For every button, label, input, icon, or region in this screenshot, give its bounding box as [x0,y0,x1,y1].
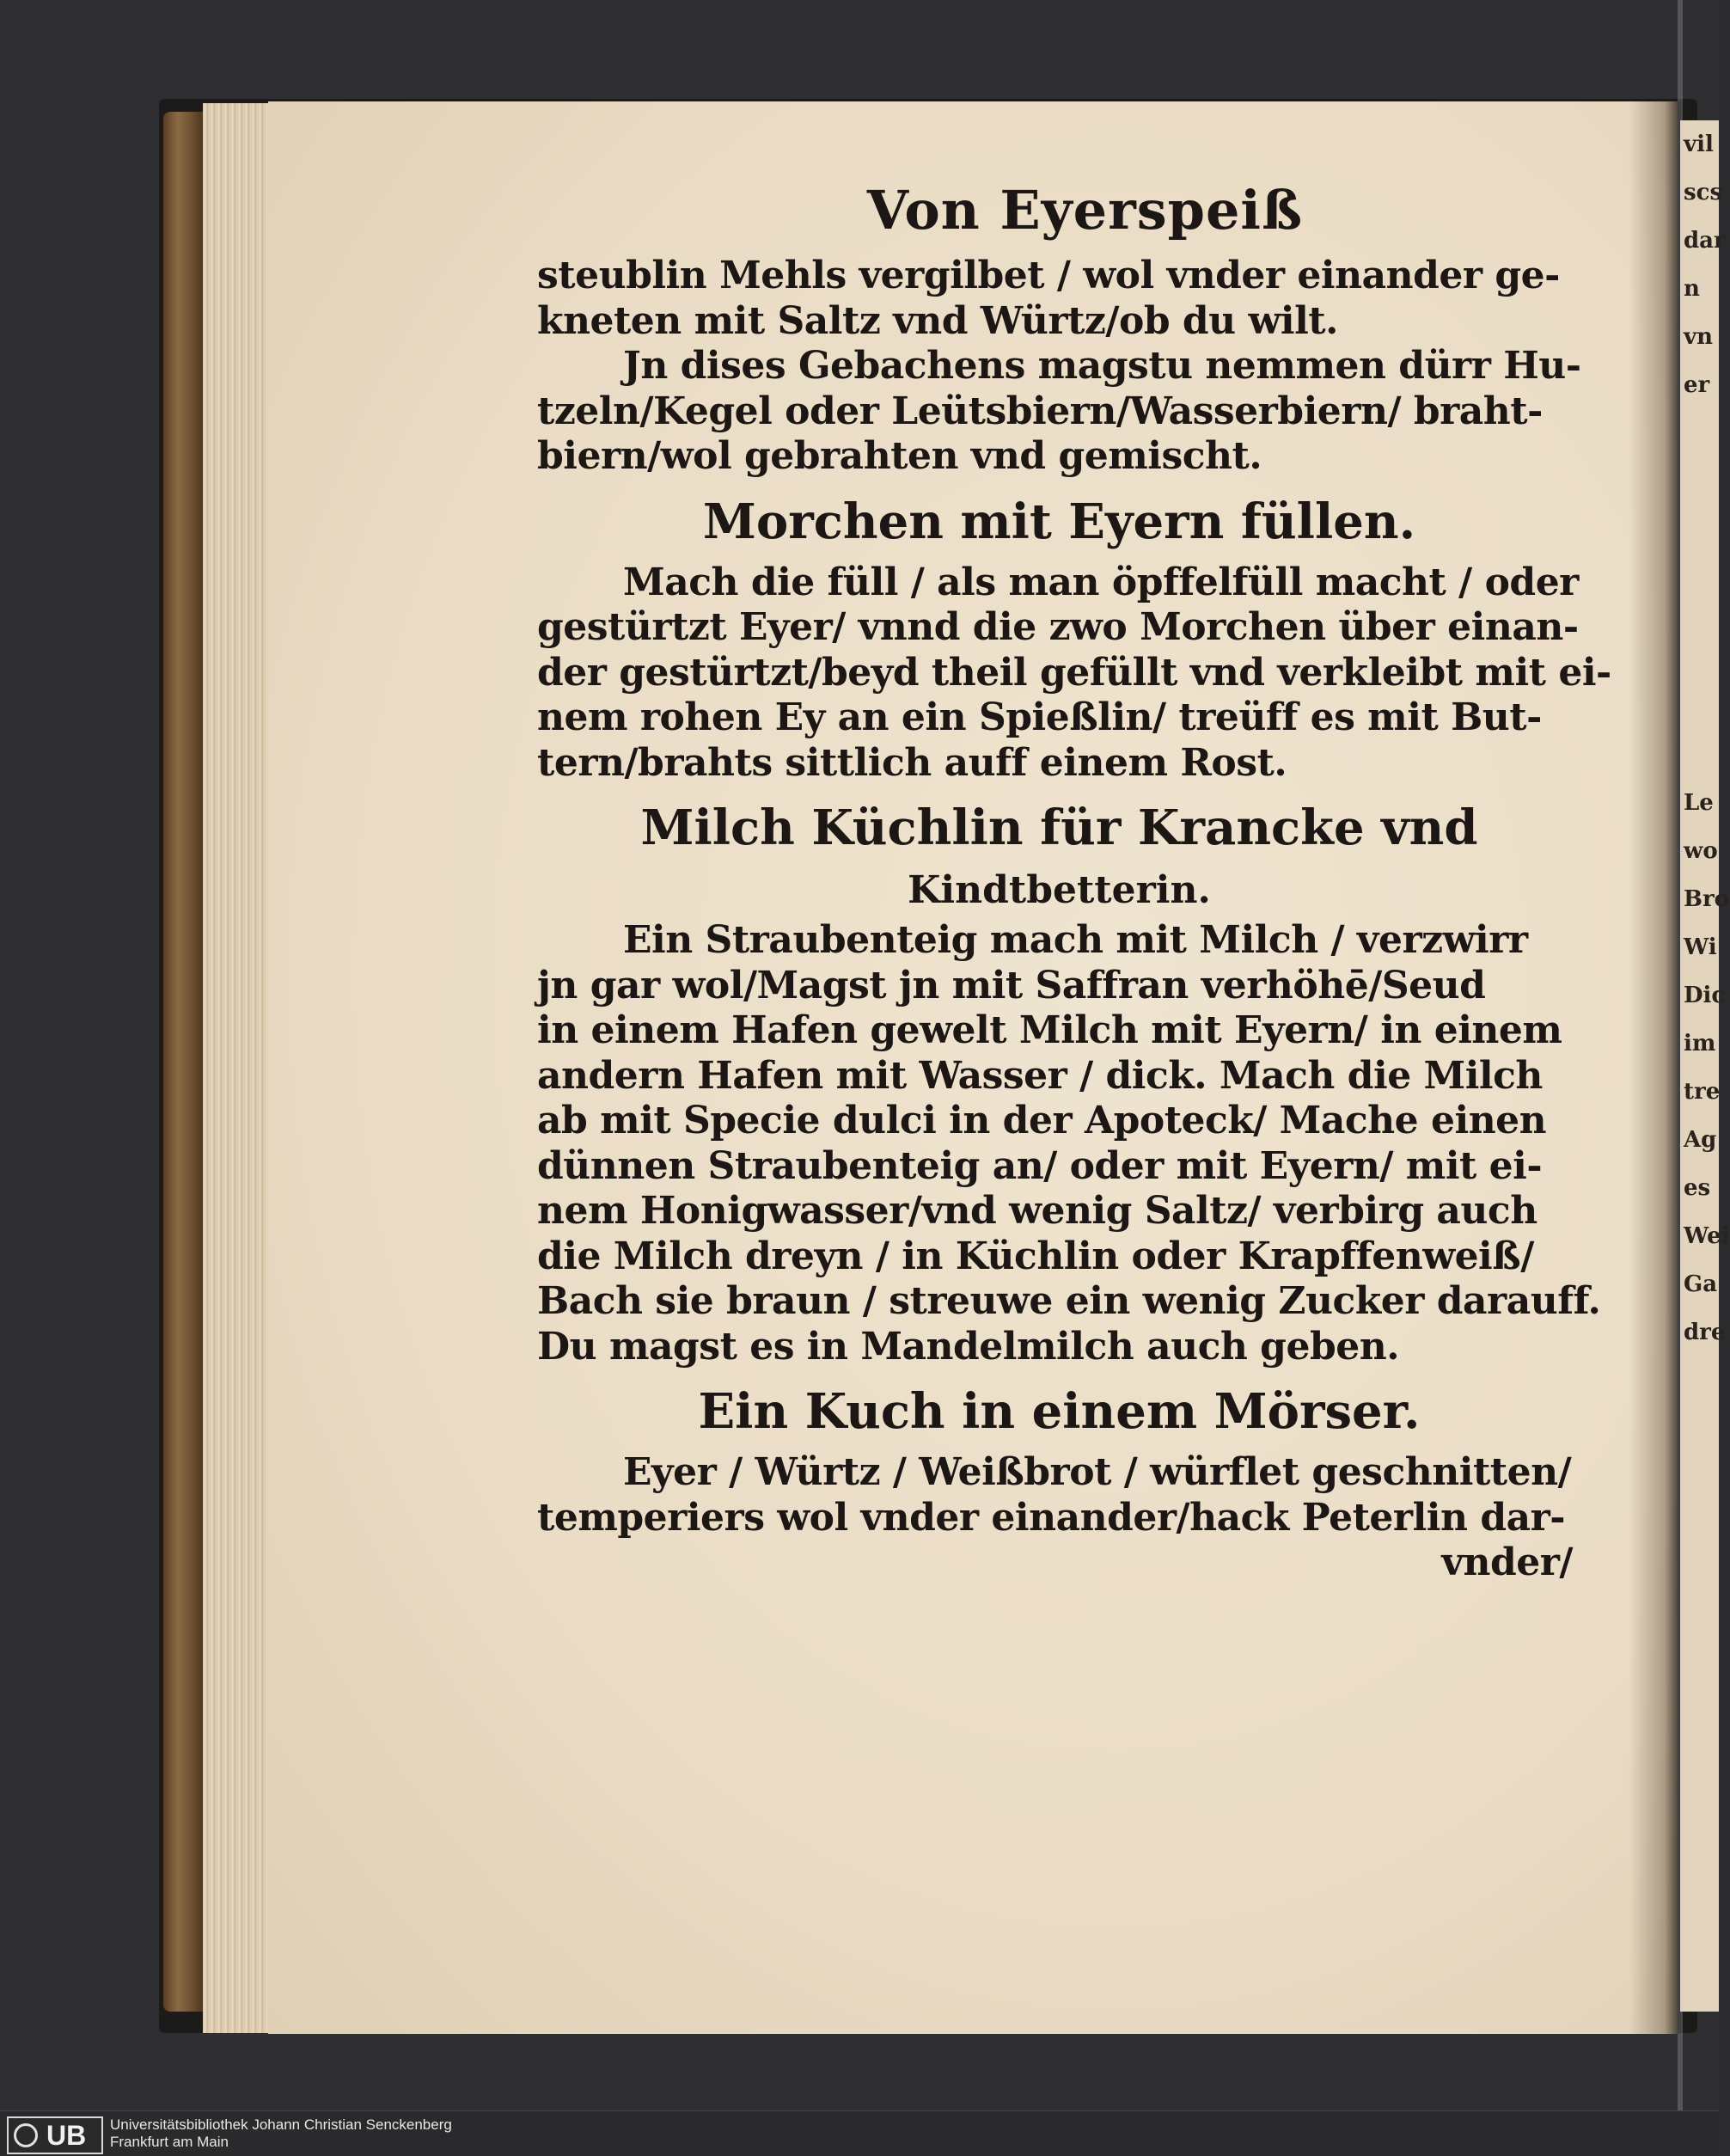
institution-credit [110,2116,452,2151]
text-line: nem rohen Ey an ein Spießlin/ treüff es mit But- [537,695,1542,739]
footer-bar [0,2110,1719,2156]
text-line: Jn dises Gebachens magstu nemmen dürr Hu- [623,344,1581,388]
text-line: steublin Mehls vergilbet / wol vnder einander ge- [537,254,1560,297]
fragment-text: Ga [1684,1271,1718,1297]
text-line: kneten mit Saltz vnd Würtz/ob du wilt. [537,298,1338,343]
text-line: Bach sie braun / streuwe ein wenig Zucker darauff. [537,1279,1601,1323]
text-line: Du magst es in Mandelmilch auch geben. [537,1324,1400,1369]
text-line: tzeln/Kegel oder Leütsbiern/Wasserbiern/ braht- [537,389,1543,433]
text-line: Ein Straubenteig mach mit Milch / verzwirr [623,918,1528,962]
fragment-text: vn [1684,324,1714,350]
fragment-text: Wei [1684,1223,1730,1249]
fragment-text: dar [1684,228,1726,254]
text-line: in einem Hafen gewelt Milch mit Eyern/ in einem [537,1008,1562,1052]
fragment-text: es [1684,1175,1711,1201]
fragment-text: Le [1684,790,1714,816]
fragment-text: Bro [1684,886,1730,912]
text-line: tern/brahts sittlich auff einem Rost. [537,740,1287,785]
text-line: nem Honigwasser/vnd wenig Saltz/ verbirg auch [537,1189,1537,1233]
recipe-title: Milch Küchlin für Krancke vnd [640,799,1478,856]
fragment-text: Wi [1684,934,1717,960]
text-line: die Milch dreyn / in Küchlin oder Krapffenweiß/ [537,1234,1534,1278]
ub-logo[interactable] [7,2116,103,2154]
text-line: temperiers wol vnder einander/hack Peterlin dar- [537,1495,1566,1540]
institution-city: Frankfurt am Main [110,2134,229,2150]
scanner-glass-edge [1678,0,1683,2110]
facing-page-fragment [1680,120,1730,2012]
text-line: gestürtzt Eyer/ vnnd die zwo Morchen über einan- [537,605,1579,649]
fragment-text: tre [1684,1079,1721,1105]
fragment-text: Dic [1684,983,1726,1008]
recipe-title: Morchen mit Eyern füllen. [702,493,1416,550]
fragment-text: im [1684,1031,1716,1057]
fragment-text: wo [1684,838,1718,864]
page-edges [203,103,272,2033]
fragment-text: er [1684,372,1710,398]
text-line: Mach die füll / als man öpffelfüll macht / oder [623,560,1579,604]
text-line: jn gar wol/Magst jn mit Saffran verhöhē/Seud [537,963,1486,1008]
page-gutter [1629,101,1680,2034]
text-line: ab mit Specie dulci in der Apoteck/ Mache einen [537,1099,1547,1142]
logo-ring-icon [14,2123,38,2147]
recipe-title: Ein Kuch in einem Mörser. [698,1383,1421,1440]
page-text [537,168,1611,1586]
book-spine [163,112,205,2012]
fragment-text: Ag [1684,1127,1717,1153]
recipe-subtitle: Kindtbetterin. [908,868,1211,912]
text-line: der gestürtzt/beyd theil gefüllt vnd verkleibt mit ei- [537,650,1611,695]
catchword: vnder/ [1441,1540,1573,1584]
text-line: dünnen Straubenteig an/ oder mit Eyern/ mit ei- [537,1143,1543,1188]
text-line: biern/wol gebrahten vnd gemischt. [537,434,1262,478]
logo-text: UB [46,2119,87,2151]
fragment-text: n [1684,276,1700,302]
fragment-text: vil [1684,132,1714,157]
fragment-text: scs [1684,180,1723,205]
text-line: andern Hafen mit Wasser / dick. Mach die Milch [537,1053,1543,1098]
institution-name: Universitätsbibliothek Johann Christian Senckenberg [110,2116,452,2133]
running-head: Von Eyerspeiß [866,179,1304,242]
text-line: Eyer / Würtz / Weißbrot / würflet geschnitten/ [623,1450,1572,1494]
fragment-text: dre [1684,1320,1726,1345]
